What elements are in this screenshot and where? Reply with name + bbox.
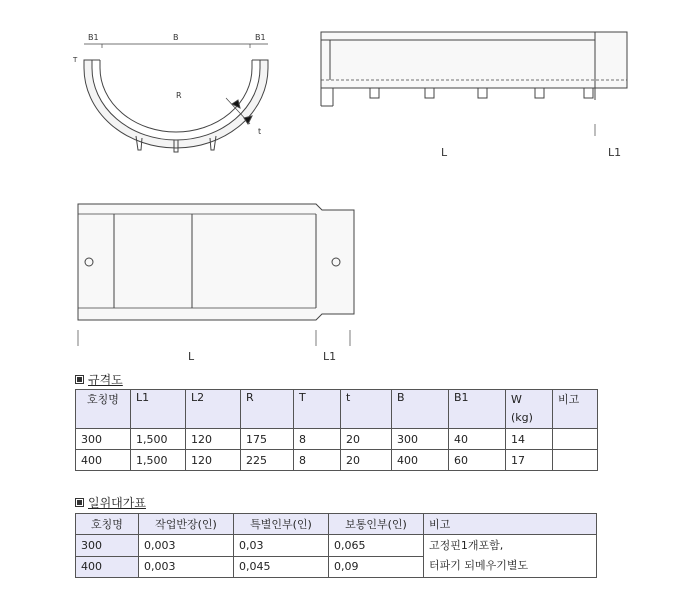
spec-cell: 60 (449, 450, 506, 471)
unit-header-cell: 호칭명 (76, 514, 139, 535)
unit-cell: 0,09 (329, 556, 424, 578)
spec-header-cell: L1 (131, 390, 186, 429)
table-row (76, 429, 598, 450)
side-view (321, 32, 627, 136)
plan-label-l1: L1 (323, 350, 337, 363)
table-row (76, 450, 598, 471)
spec-header-row (76, 390, 598, 429)
label-b1-left: B1 (88, 33, 99, 42)
spec-header-cell: L2 (186, 390, 241, 429)
unit-price-title-text: 일위대가표 (88, 496, 146, 510)
spec-cell: 17 (506, 450, 553, 471)
table-row (76, 535, 597, 557)
spec-header-cell: 호칭명 (76, 390, 131, 429)
spec-header-cell: W (kg) (506, 390, 553, 429)
unit-price-section-title (75, 494, 146, 511)
unit-cell: 0,045 (234, 556, 329, 578)
unit-note-cell (424, 535, 597, 578)
spec-section-title (75, 371, 123, 388)
spec-header-cell: B1 (449, 390, 506, 429)
spec-cell: 1,500 (131, 450, 186, 471)
unit-header-cell: 보통인부(인) (329, 514, 424, 535)
spec-cell: 40 (449, 429, 506, 450)
spec-header-cell: B (392, 390, 449, 429)
unit-cell: 300 (76, 535, 139, 557)
side-label-l: L (441, 146, 448, 159)
spec-cell: 120 (186, 450, 241, 471)
plan-label-l: L (188, 350, 195, 363)
spec-cell: 175 (241, 429, 294, 450)
spec-cell: 225 (241, 450, 294, 471)
spec-cell: 20 (341, 429, 392, 450)
unit-header-cell: 특별인부(인) (234, 514, 329, 535)
spec-header-cell: T (294, 390, 341, 429)
spec-cell: 20 (341, 450, 392, 471)
unit-cell: 400 (76, 556, 139, 578)
spec-cell: 14 (506, 429, 553, 450)
unit-cell: 0,003 (139, 556, 234, 578)
side-label-l1: L1 (608, 146, 622, 159)
label-r: R (176, 91, 182, 100)
unit-cell: 0,003 (139, 535, 234, 557)
spec-cell: 300 (76, 429, 131, 450)
spec-header-cell: 비고 (553, 390, 598, 429)
spec-cell: 400 (76, 450, 131, 471)
spec-cell: 8 (294, 450, 341, 471)
spec-cell (553, 429, 598, 450)
spec-header-cell: t (341, 390, 392, 429)
spec-cell (553, 450, 598, 471)
spec-table (75, 389, 598, 471)
label-b: B (173, 33, 179, 42)
spec-cell: 8 (294, 429, 341, 450)
unit-cell: 0,065 (329, 535, 424, 557)
label-t-small: t (258, 127, 262, 136)
spec-cell: 300 (392, 429, 449, 450)
unit-header-cell: 비고 (424, 514, 597, 535)
unit-price-header-row (76, 514, 597, 535)
checkbox-bullet-icon (75, 498, 84, 507)
spec-cell: 120 (186, 429, 241, 450)
unit-cell: 0,03 (234, 535, 329, 557)
spec-cell: 400 (392, 450, 449, 471)
unit-note-line1: 고정핀1개포함, (429, 539, 504, 552)
unit-header-cell: 작업반장(인) (139, 514, 234, 535)
spec-title-text: 규격도 (88, 373, 123, 387)
spec-cell: 1,500 (131, 429, 186, 450)
label-t-big: T (73, 56, 78, 64)
checkbox-bullet-icon (75, 375, 84, 384)
unit-price-table (75, 513, 597, 578)
plan-view (78, 204, 354, 346)
label-b1-right: B1 (255, 33, 266, 42)
spec-header-cell: R (241, 390, 294, 429)
unit-note-line2: 터파기 되메우기별도 (429, 559, 529, 572)
